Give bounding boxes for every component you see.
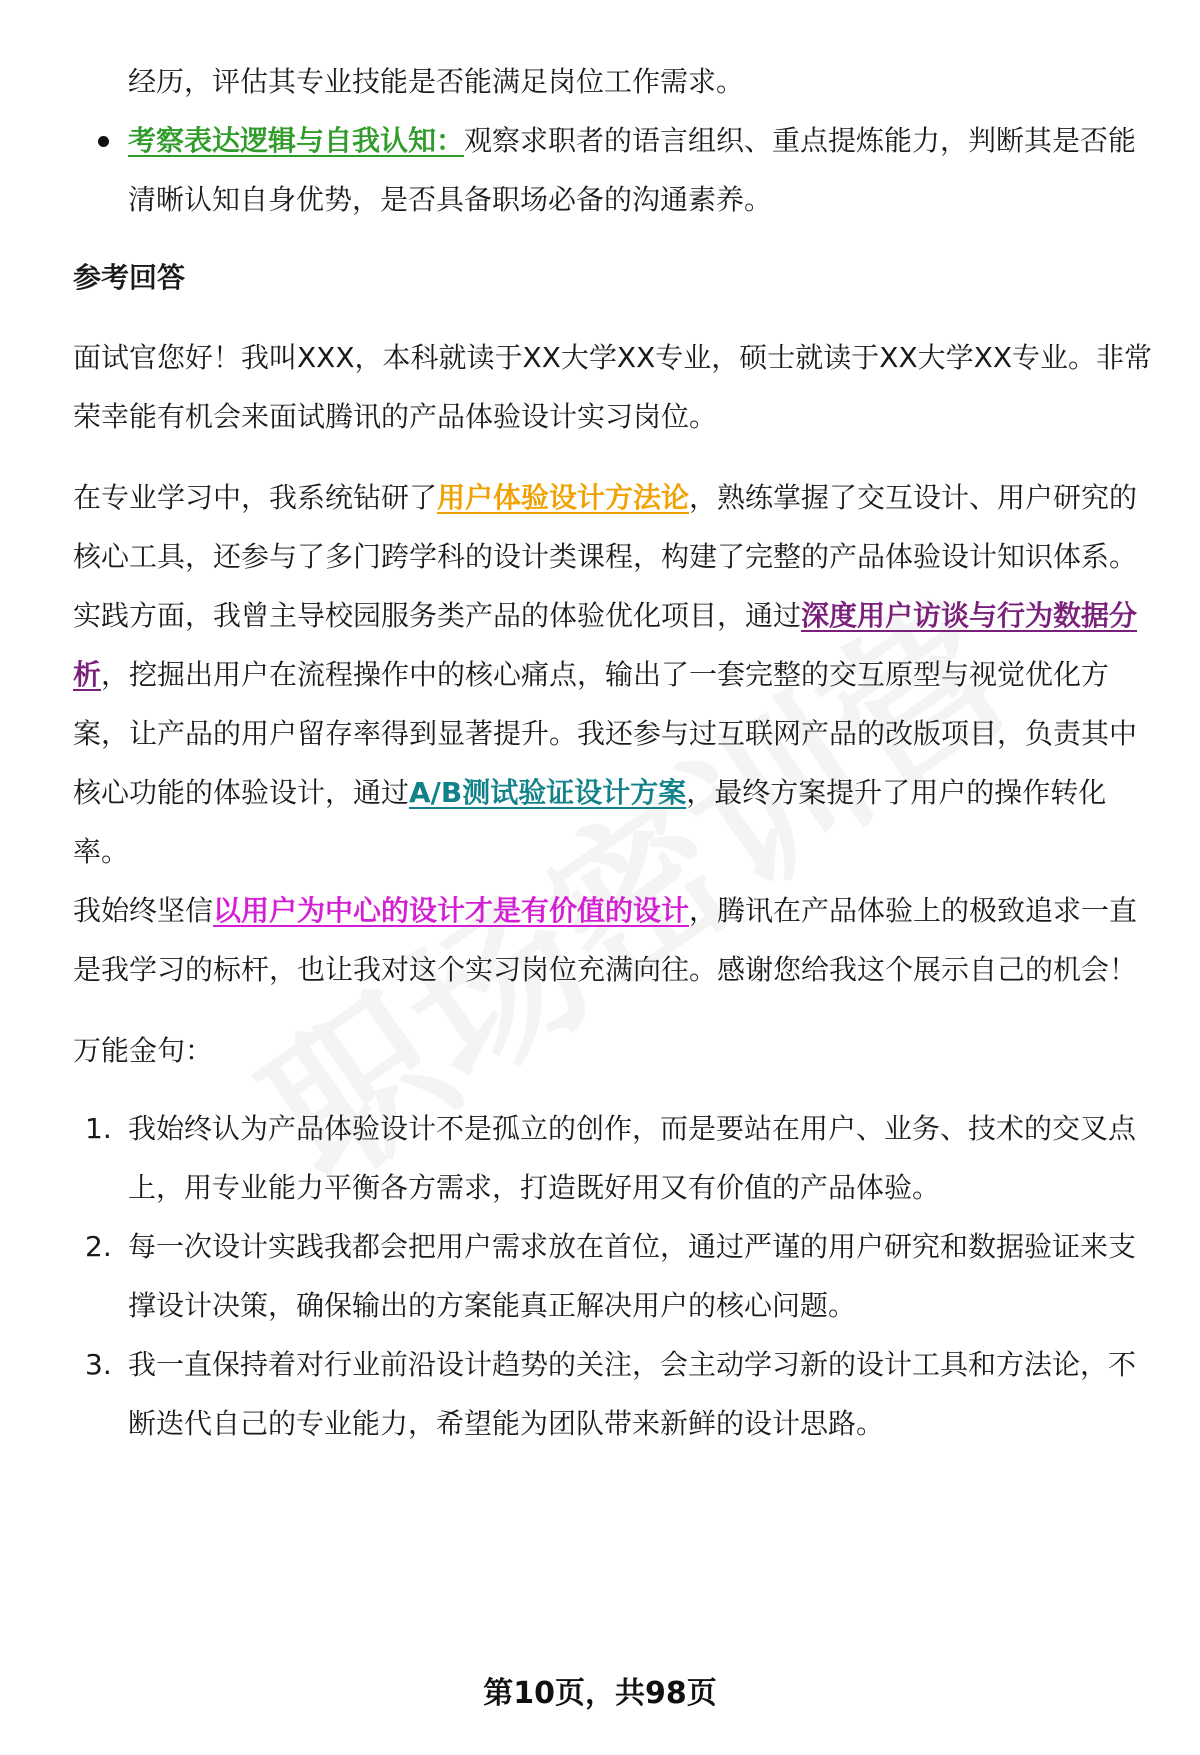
highlight-user-research: 深度用户访谈与行为数据分析 [73,599,1138,691]
list-item [73,1217,1153,1335]
answer-paragraph-1: 面试官您好！我叫XXX，本科就读于XX大学XX专业，硕士就读于XX大学XX专业。非常荣幸能有机会来面试腾讯的产品体验设计实习岗位。 [73,341,1153,433]
paragraph-text: ，腾讯在产品体验上的极致追求一直是我学习的标杆，也让我对这个实习岗位充满向往。感谢您给我这个展示自己的机会！ [73,894,1138,986]
paragraph-text: ，熟练掌握了交互设计、用户研究的核心工具，还参与了多门跨学科的设计类课程，构建了完整的产品体验设计知识体系。 [73,481,1138,573]
paragraph-text: ，挖掘出用户在流程操作中的核心痛点，输出了一套完整的交互原型与视觉优化方案，让产品的用户留存率得到显著提升。我还参与过互联网产品的改版项目，负责其中核心功能的体验设计，通过 [73,658,1138,809]
paragraph-text: ，最终方案提升了用户的操作转化率。 [73,776,1107,868]
golden-sentences-list [73,1099,1153,1453]
list-item-text: 我始终认为产品体验设计不是孤立的创作，而是要站在用户、业务、技术的交叉点上，用专业能力平衡各方需求，打造既好用又有价值的产品体验。 [128,1112,1137,1204]
list-number: 3. [85,1348,112,1381]
answer-paragraph-3 [73,586,1153,881]
bullet-label: 考察表达逻辑与自我认知： [128,124,465,157]
answer-paragraph-2 [73,468,1153,586]
list-number: 1. [85,1112,112,1145]
list-item [73,1335,1153,1453]
bullet-item [73,111,1153,229]
highlight-user-centered: 以用户为中心的设计才是有价值的设计 [213,894,690,927]
bullet-dot-icon [98,136,109,147]
highlight-ab-test: A/B测试验证设计方案 [409,776,687,809]
highlight-methodology: 用户体验设计方法论 [437,481,690,514]
page-content [73,52,1153,1453]
list-item [73,1099,1153,1217]
list-item-text: 我一直保持着对行业前沿设计趋势的关注，会主动学习新的设计工具和方法论，不断迭代自己的专业能力，希望能为团队带来新鲜的设计思路。 [128,1348,1137,1440]
page-number: 第10页，共98页 [483,1676,717,1711]
answer-paragraph-4 [73,881,1153,999]
continued-text: 经历，评估其专业技能是否能满足岗位工作需求。 [128,65,745,98]
section-heading: 参考回答 [73,261,186,294]
paragraph-text: 在专业学习中，我系统钻研了 [73,481,438,514]
golden-sentences-title: 万能金句： [73,1034,214,1067]
paragraph-text: 实践方面，我曾主导校园服务类产品的体验优化项目，通过 [73,599,802,632]
paragraph-text: 我始终坚信 [73,894,214,927]
list-item-text: 每一次设计实践我都会把用户需求放在首位，通过严谨的用户研究和数据验证来支撑设计决策，确保输出的方案能真正解决用户的核心问题。 [128,1230,1137,1322]
bullet-text: 观察求职者的语言组织、重点提炼能力，判断其是否能清晰认知自身优势，是否具备职场必备的沟通素养。 [128,124,1137,216]
list-number: 2. [85,1230,112,1263]
